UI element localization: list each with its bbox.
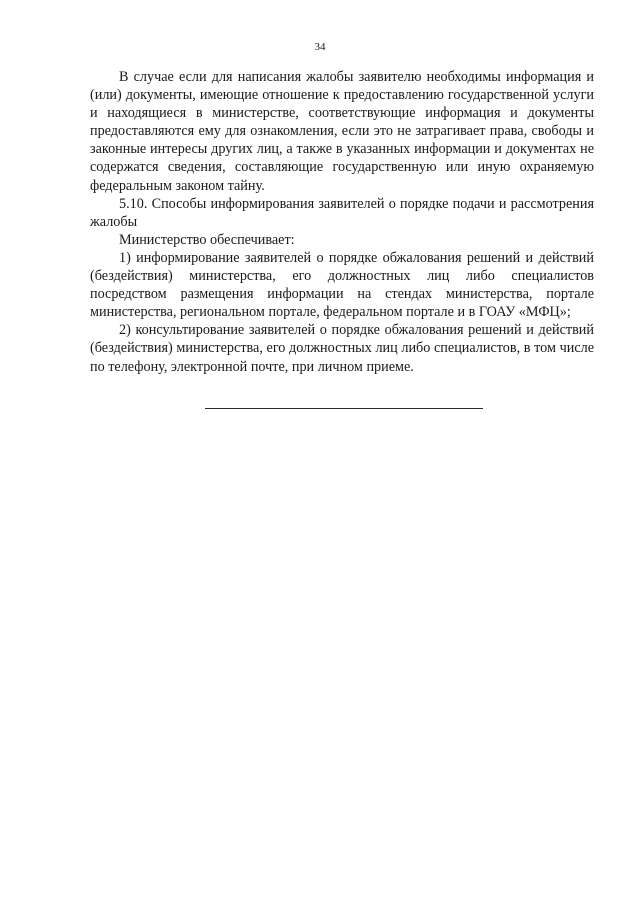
page-number: 34 — [314, 41, 326, 53]
paragraph-complaint-documents: В случае если для написания жалобы заявителю необходимы информация и (или) документы, имеющие отношение к предоставлению государственной услуги и находящиеся в министерстве, соответствующие информация и документы предоставляются ему для ознакомления, если это не затрагивает права, свободы и законные интересы других лиц, а также в указанных информации и документах не содержатся сведения, составляющие государственную или иную охраняемую федеральным законом тайну. — [90, 69, 594, 194]
section-heading-5-10: 5.10. Способы информирования заявителей о порядке подачи и рассмотрения жалобы — [90, 195, 594, 230]
paragraph-ministry-provides: Министерство обеспечивает: — [119, 231, 295, 248]
list-item-informing: 1) информирование заявителей о порядке обжалования решений и действий (бездействия) министерства, его должностных лиц либо специалистов посредством размещения информации на стендах министерства, портале министерства, региональном портале, федеральном портале и в ГОАУ «МФЦ»; — [90, 249, 594, 321]
end-divider-line — [205, 408, 483, 409]
document-body — [90, 68, 594, 376]
list-item-consulting: 2) консультирование заявителей о порядке обжалования решений и действий (бездействия) министерства, его должностных лиц либо специалистов, в том числе по телефону, электронной почте, при личном приеме. — [90, 322, 594, 375]
